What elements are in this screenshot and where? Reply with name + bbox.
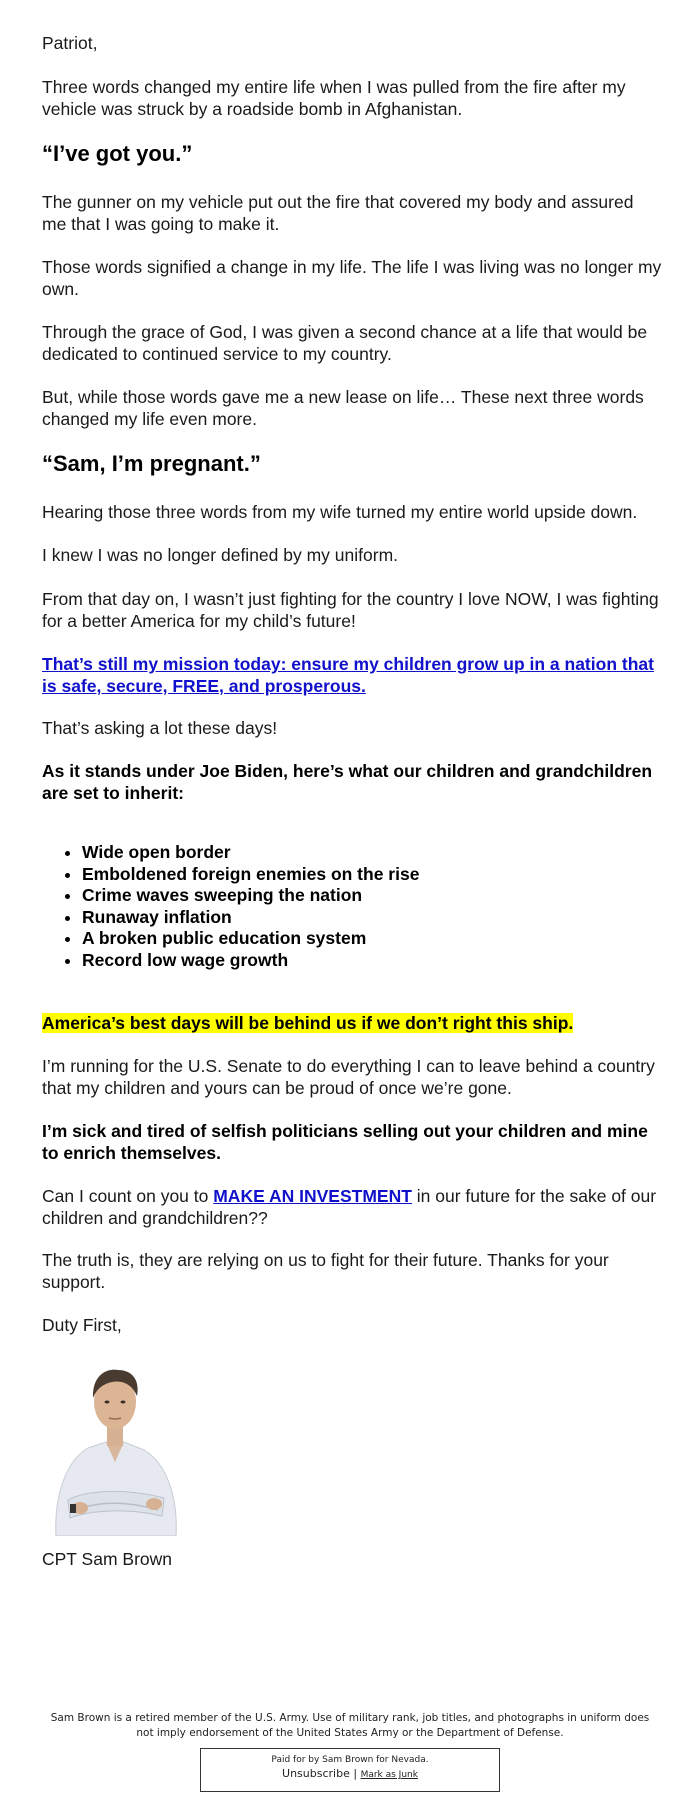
paragraph-10: I’m running for the U.S. Senate to do everything I can to leave behind a country that my children and yours can be proud of once we’re gone. [42, 1056, 655, 1098]
paragraph-8: From that day on, I wasn’t just fighting for the country I love NOW, I was fighting for a better America for my child’s future! [42, 589, 659, 631]
paragraph-9: That’s asking a lot these days! [42, 718, 278, 738]
military-disclaimer: Sam Brown is a retired member of the U.S. Army. Use of military rank, job titles, and photographs in uniform does not imply endorsement of the United States Army or the Department of Defense. [50, 1712, 650, 1739]
paragraph-12 [42, 1185, 662, 1229]
list-item: • Runaway inflation [82, 907, 700, 929]
paragraph-7: I knew I was no longer defined by my uniform. [42, 545, 399, 565]
list-item: • Record low wage growth [82, 950, 700, 972]
inherit-list [42, 842, 700, 971]
greeting: Patriot, [42, 33, 98, 53]
inherit-heading: As it stands under Joe Biden, here’s what our children and grandchildren are set to inherit: [42, 761, 653, 803]
paragraph-1: Three words changed my entire life when I was pulled from the fire after my vehicle was struck by a roadside bomb in Afghanistan. [42, 77, 626, 119]
signature: CPT Sam Brown [42, 1549, 172, 1569]
link-separator: | [349, 1767, 361, 1780]
paragraph-13: The truth is, they are relying on us to fight for their future. Thanks for your support. [42, 1250, 609, 1292]
p12-before: Can I count on you to [42, 1186, 214, 1206]
list-item: • Emboldened foreign enemies on the rise [82, 864, 700, 886]
list-item: • A broken public education system [82, 928, 700, 950]
p12-after: in our future for the sake of our children and grandchildren?? [42, 1186, 657, 1228]
paragraph-11: I’m sick and tired of selfish politicians selling out your children and mine to enrich themselves. [42, 1121, 648, 1163]
mark-as-junk-link[interactable]: Mark as Junk [360, 1770, 418, 1780]
quote-got-you: “I’ve got you.” [42, 141, 193, 166]
paragraph-2: The gunner on my vehicle put out the fire that covered my body and assured me that I was going to make it. [42, 192, 634, 234]
paragraph-3: Those words signified a change in my life. The life I was living was no longer my own. [42, 257, 662, 299]
paragraph-5: But, while those words gave me a new lease on life… These next three words changed my life even more. [42, 387, 644, 429]
footer-links [201, 1766, 499, 1783]
mission-paragraph [42, 653, 662, 697]
highlight-paragraph [42, 1012, 662, 1034]
candidate-photo [46, 1350, 182, 1536]
closing: Duty First, [42, 1315, 122, 1335]
paragraph-6: Hearing those three words from my wife turned my entire world upside down. [42, 502, 638, 522]
footer-box [200, 1748, 500, 1792]
list-item: • Wide open border [82, 842, 700, 864]
paragraph-4: Through the grace of God, I was given a second chance at a life that would be dedicated to continued service to my country. [42, 322, 648, 364]
quote-pregnant: “Sam, I’m pregnant.” [42, 451, 261, 476]
list-item: • Crime waves sweeping the nation [82, 885, 700, 907]
mission-link[interactable]: That’s still my mission today: ensure my children grow up in a nation that is safe, secure, FREE, and prosperous. [42, 654, 654, 696]
paid-for-text: Paid for by Sam Brown for Nevada. [271, 1755, 429, 1765]
make-investment-link[interactable]: MAKE AN INVESTMENT [213, 1186, 412, 1206]
unsubscribe-link[interactable]: Unsubscribe [282, 1767, 350, 1780]
highlighted-text: America’s best days will be behind us if we don’t right this ship. [42, 1013, 574, 1033]
